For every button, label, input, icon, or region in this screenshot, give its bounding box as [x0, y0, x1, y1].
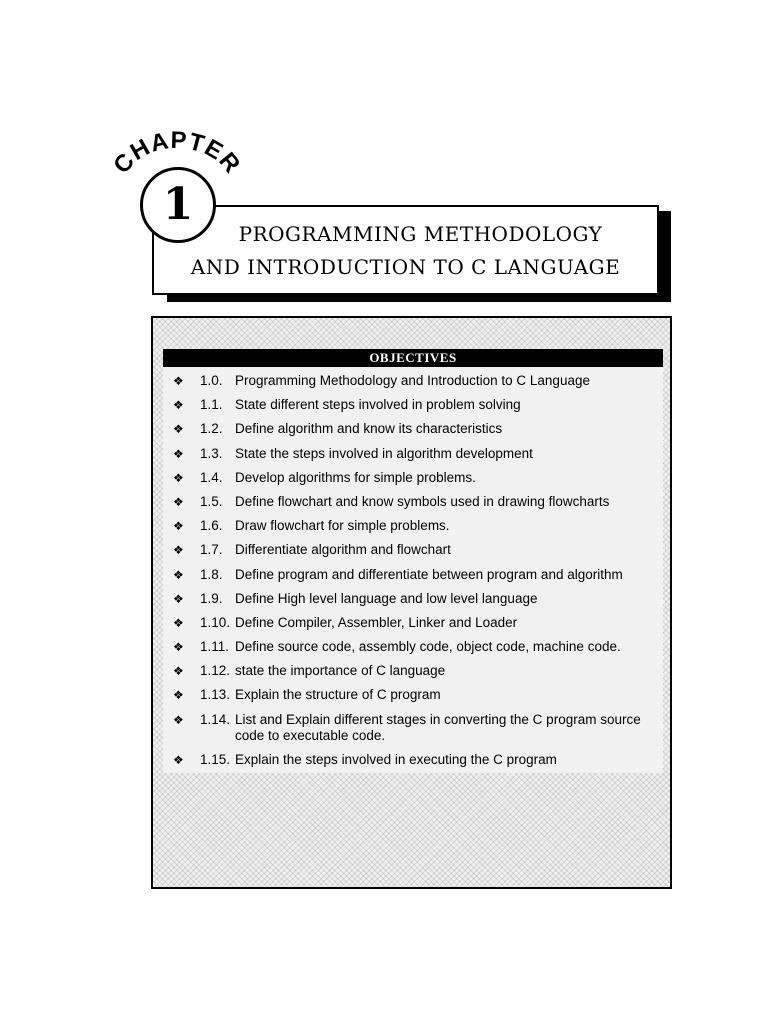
objective-item [163, 397, 663, 421]
objective-text: State the steps involved in algorithm development [235, 445, 533, 461]
objective-item [163, 373, 663, 397]
diamond-bullet-icon: ❖ [173, 398, 184, 413]
diamond-bullet-icon: ❖ [173, 567, 184, 582]
chapter-title-box [152, 205, 659, 295]
objective-text: Explain the structure of C program [235, 687, 441, 703]
diamond-bullet-icon: ❖ [173, 374, 184, 388]
objective-text: Define program and differentiate between program and algorithm [235, 566, 623, 582]
diamond-bullet-icon: ❖ [173, 422, 184, 437]
chapter-title-line-1: PROGRAMMING METHODOLOGY [238, 222, 603, 246]
objective-text: State different steps involved in problem solving [235, 397, 521, 413]
objective-number: 1.2. [200, 421, 223, 437]
objective-text: Define source code, assembly code, object code, machine code. [235, 639, 621, 655]
objective-number: 1.13. [200, 687, 231, 703]
objective-number: 1.7. [200, 542, 223, 558]
chapter-number-badge [140, 167, 216, 243]
objective-number: 1.3. [200, 445, 223, 461]
diamond-bullet-icon: ❖ [173, 615, 184, 630]
objective-text: Programming Methodology and Introduction to C Language [235, 373, 590, 388]
objective-number: 1.14. [200, 711, 231, 727]
objective-number: 1.4. [200, 469, 223, 485]
objectives-frame [151, 316, 672, 889]
chapter-title-line-2: AND INTRODUCTION TO C LANGUAGE [190, 255, 621, 279]
objective-item [163, 639, 663, 663]
objective-item [163, 567, 663, 591]
diamond-bullet-icon: ❖ [173, 640, 184, 655]
diamond-bullet-icon: ❖ [173, 664, 184, 679]
objective-item [163, 591, 663, 615]
objective-text: Define High level language and low level language [235, 590, 538, 606]
chapter-number: 1 [162, 179, 194, 230]
diamond-bullet-icon: ❖ [173, 712, 184, 727]
objective-text: Define Compiler, Assembler, Linker and Loader [235, 614, 518, 630]
objective-item [163, 518, 663, 542]
diamond-bullet-icon: ❖ [173, 446, 184, 461]
objective-number: 1.1. [200, 397, 223, 413]
objectives-panel [163, 349, 663, 773]
objective-number: 1.12. [200, 663, 231, 679]
diamond-bullet-icon: ❖ [173, 591, 184, 606]
objective-number: 1.15. [200, 751, 231, 767]
objective-text: Develop algorithms for simple problems. [235, 469, 476, 485]
objective-item [163, 494, 663, 518]
objective-text: Differentiate algorithm and flowchart [235, 542, 451, 558]
diamond-bullet-icon: ❖ [173, 543, 184, 558]
objective-text: Draw flowchart for simple problems. [235, 518, 450, 534]
objectives-list [163, 373, 663, 776]
objective-item [163, 470, 663, 494]
objective-text: Explain the steps involved in executing the C program [235, 751, 557, 767]
objective-number: 1.6. [200, 518, 223, 534]
diamond-bullet-icon: ❖ [173, 519, 184, 534]
objective-number: 1.10. [200, 614, 231, 630]
objective-item [163, 542, 663, 566]
objective-number: 1.11. [200, 639, 230, 655]
chapter-label: CHAPTER [108, 130, 246, 179]
objective-text: List and Explain different stages in converting the C program source code to executable code. [235, 711, 641, 743]
objective-item [163, 687, 663, 711]
objective-text: state the importance of C language [235, 663, 446, 679]
diamond-bullet-icon: ❖ [173, 494, 184, 509]
objective-item [163, 446, 663, 470]
diamond-bullet-icon: ❖ [173, 752, 184, 767]
objective-number: 1.8. [200, 566, 223, 582]
objective-item [163, 712, 663, 752]
objective-item [163, 421, 663, 445]
objective-text: Define flowchart and know symbols used in drawing flowcharts [235, 493, 610, 509]
diamond-bullet-icon: ❖ [173, 688, 184, 703]
objectives-heading: OBJECTIVES [163, 349, 663, 367]
diamond-bullet-icon: ❖ [173, 470, 184, 485]
objective-number: 1.0. [200, 373, 223, 388]
objective-text: Define algorithm and know its characteristics [235, 421, 503, 437]
objective-item [163, 663, 663, 687]
objective-number: 1.5. [200, 493, 223, 509]
objective-item [163, 615, 663, 639]
objective-number: 1.9. [200, 590, 223, 606]
objective-item [163, 752, 663, 776]
